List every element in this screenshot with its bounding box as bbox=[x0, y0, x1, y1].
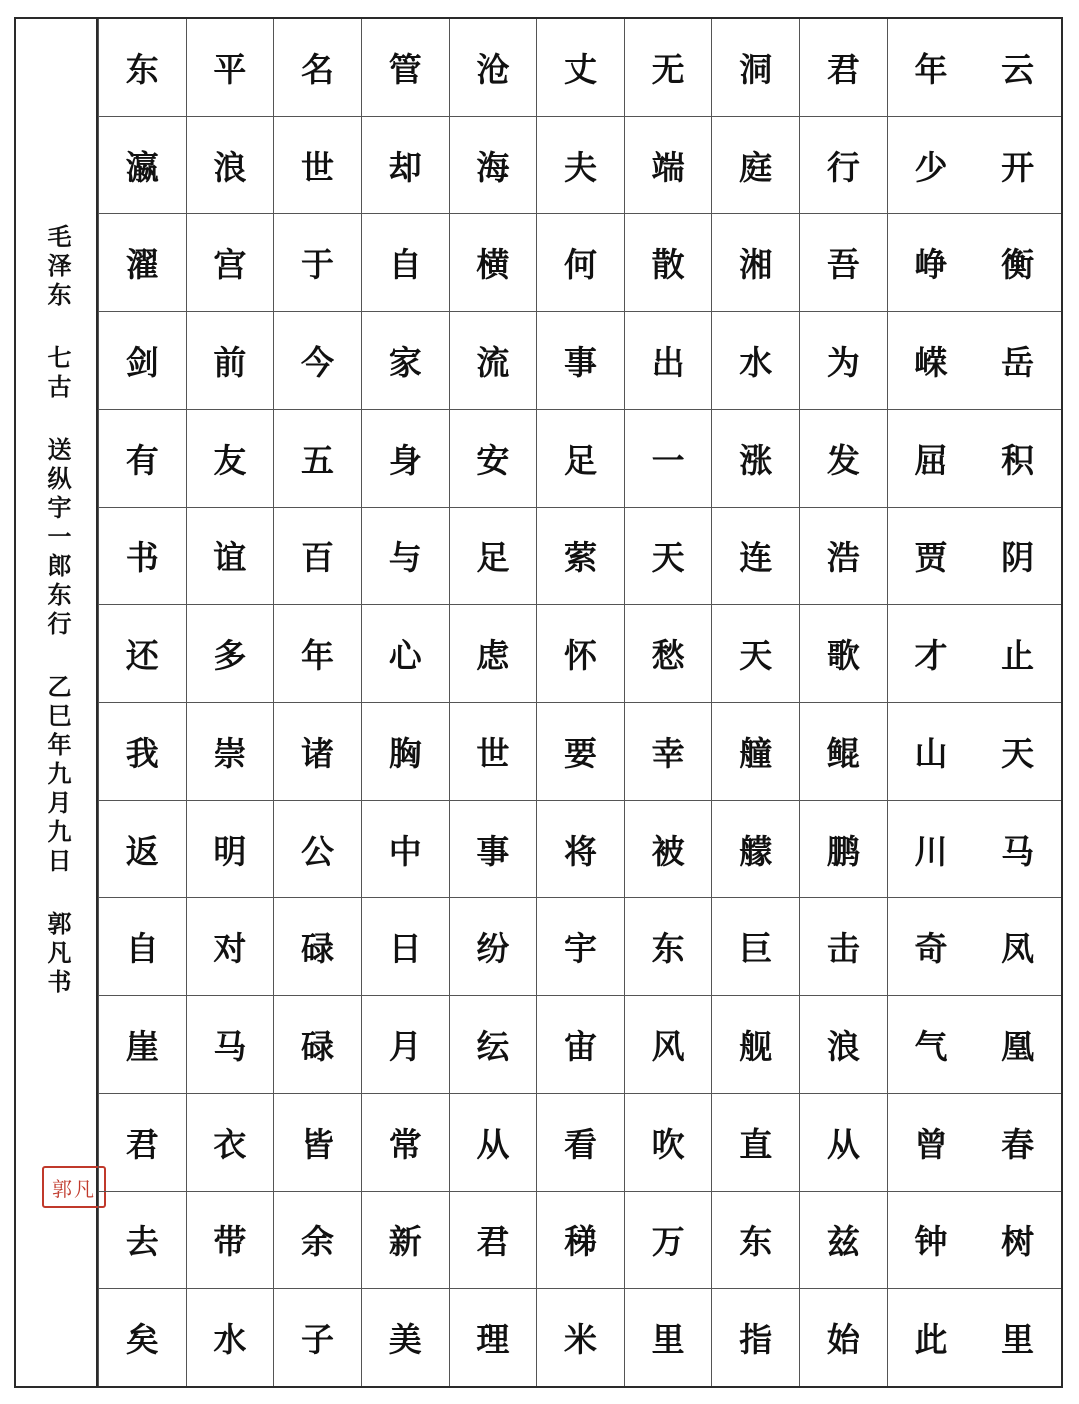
grid-cell: 年 bbox=[274, 604, 361, 702]
grid-cell: 君 bbox=[99, 1093, 186, 1191]
grid-cell: 自 bbox=[99, 897, 186, 995]
grid-column bbox=[711, 19, 799, 1386]
grid-column bbox=[536, 19, 624, 1386]
grid-cell: 气 bbox=[888, 995, 975, 1093]
grid-cell: 何 bbox=[537, 213, 624, 311]
grid-cell: 心 bbox=[362, 604, 449, 702]
red-seal bbox=[42, 1166, 106, 1208]
grid-cell: 天 bbox=[712, 604, 799, 702]
grid-cell: 端 bbox=[625, 116, 712, 214]
grid-cell: 发 bbox=[800, 409, 887, 507]
grid-cell: 我 bbox=[99, 702, 186, 800]
grid-cell: 理 bbox=[450, 1288, 537, 1386]
grid-column bbox=[273, 19, 361, 1386]
grid-cell: 涨 bbox=[712, 409, 799, 507]
grid-cell: 百 bbox=[274, 507, 361, 605]
grid-cell: 始 bbox=[800, 1288, 887, 1386]
grid-cell: 幸 bbox=[625, 702, 712, 800]
grid-cell: 行 bbox=[800, 116, 887, 214]
grid-cell: 钟 bbox=[888, 1191, 975, 1289]
grid-column bbox=[887, 19, 975, 1386]
grid-cell: 怀 bbox=[537, 604, 624, 702]
grid-cell: 风 bbox=[625, 995, 712, 1093]
grid-column bbox=[98, 19, 186, 1386]
grid-column bbox=[361, 19, 449, 1386]
grid-cell: 自 bbox=[362, 213, 449, 311]
grid-cell: 管 bbox=[388, 49, 422, 89]
grid-cell: 今 bbox=[274, 311, 361, 409]
grid-cell: 名 bbox=[301, 49, 335, 89]
grid-cell: 东 bbox=[712, 1191, 799, 1289]
grid-cell: 奇 bbox=[888, 897, 975, 995]
seal-text: 郭凡 bbox=[52, 1176, 96, 1201]
grid-cell: 夫 bbox=[537, 116, 624, 214]
grid-cell: 洞 bbox=[739, 49, 773, 89]
grid-cell: 云 bbox=[1001, 49, 1035, 89]
grid-cell: 从 bbox=[800, 1093, 887, 1191]
character-grid bbox=[98, 19, 1061, 1386]
grid-cell: 鲲 bbox=[800, 702, 887, 800]
grid-cell: 止 bbox=[974, 604, 1061, 702]
grid-cell: 水 bbox=[712, 311, 799, 409]
grid-cell: 美 bbox=[362, 1288, 449, 1386]
grid-cell: 舰 bbox=[712, 995, 799, 1093]
grid-cell: 中 bbox=[362, 800, 449, 898]
grid-cell: 万 bbox=[625, 1191, 712, 1289]
grid-cell: 纭 bbox=[450, 995, 537, 1093]
grid-cell: 春 bbox=[974, 1093, 1061, 1191]
grid-cell: 世 bbox=[274, 116, 361, 214]
grid-cell: 萦 bbox=[537, 507, 624, 605]
grid-cell: 沧 bbox=[476, 49, 510, 89]
grid-cell: 浩 bbox=[800, 507, 887, 605]
grid-cell: 崇 bbox=[187, 702, 274, 800]
grid-cell: 世 bbox=[450, 702, 537, 800]
grid-cell: 月 bbox=[362, 995, 449, 1093]
grid-cell: 为 bbox=[800, 311, 887, 409]
grid-cell: 崖 bbox=[99, 995, 186, 1093]
grid-cell: 贾 bbox=[888, 507, 975, 605]
grid-cell: 无 bbox=[651, 49, 685, 89]
grid-cell: 书 bbox=[99, 507, 186, 605]
grid-cell: 凰 bbox=[974, 995, 1061, 1093]
grid-cell: 从 bbox=[450, 1093, 537, 1191]
grid-cell: 瀛 bbox=[99, 116, 186, 214]
grid-cell: 事 bbox=[537, 311, 624, 409]
grid-cell: 散 bbox=[625, 213, 712, 311]
grid-cell: 马 bbox=[974, 800, 1061, 898]
grid-cell: 嵘 bbox=[888, 311, 975, 409]
grid-cell: 兹 bbox=[800, 1191, 887, 1289]
grid-cell: 东 bbox=[125, 49, 159, 89]
grid-cell: 诸 bbox=[274, 702, 361, 800]
grid-cell: 直 bbox=[712, 1093, 799, 1191]
grid-cell: 连 bbox=[712, 507, 799, 605]
grid-cell: 此 bbox=[888, 1288, 975, 1386]
grid-cell: 返 bbox=[99, 800, 186, 898]
grid-column bbox=[974, 19, 1061, 1386]
grid-cell: 丈 bbox=[563, 49, 597, 89]
grid-cell: 看 bbox=[537, 1093, 624, 1191]
grid-cell: 曾 bbox=[888, 1093, 975, 1191]
grid-cell: 平 bbox=[213, 49, 247, 89]
grid-column bbox=[186, 19, 274, 1386]
grid-cell: 凤 bbox=[974, 897, 1061, 995]
grid-cell: 新 bbox=[362, 1191, 449, 1289]
grid-cell: 岳 bbox=[974, 311, 1061, 409]
grid-cell: 浪 bbox=[800, 995, 887, 1093]
grid-cell: 事 bbox=[450, 800, 537, 898]
grid-cell: 君 bbox=[450, 1191, 537, 1289]
grid-cell: 吹 bbox=[625, 1093, 712, 1191]
grid-cell: 巨 bbox=[712, 897, 799, 995]
grid-cell: 海 bbox=[450, 116, 537, 214]
grid-cell: 要 bbox=[537, 702, 624, 800]
grid-cell: 积 bbox=[974, 409, 1061, 507]
grid-cell: 虑 bbox=[450, 604, 537, 702]
grid-cell: 东 bbox=[625, 897, 712, 995]
grid-cell: 米 bbox=[537, 1288, 624, 1386]
grid-cell: 子 bbox=[274, 1288, 361, 1386]
grid-cell: 屈 bbox=[888, 409, 975, 507]
grid-cell: 宫 bbox=[187, 213, 274, 311]
grid-cell: 才 bbox=[888, 604, 975, 702]
grid-cell: 去 bbox=[99, 1191, 186, 1289]
grid-cell: 碌 bbox=[274, 897, 361, 995]
grid-cell: 常 bbox=[362, 1093, 449, 1191]
grid-cell: 足 bbox=[450, 507, 537, 605]
grid-cell: 与 bbox=[362, 507, 449, 605]
grid-cell: 安 bbox=[450, 409, 537, 507]
grid-cell: 庭 bbox=[712, 116, 799, 214]
grid-cell: 日 bbox=[362, 897, 449, 995]
grid-cell: 山 bbox=[888, 702, 975, 800]
grid-cell: 宇 bbox=[537, 897, 624, 995]
grid-cell: 濯 bbox=[99, 213, 186, 311]
grid-cell: 衡 bbox=[974, 213, 1061, 311]
grid-cell: 余 bbox=[274, 1191, 361, 1289]
grid-cell: 艨 bbox=[712, 800, 799, 898]
grid-cell: 年 bbox=[914, 49, 948, 89]
grid-cell: 里 bbox=[625, 1288, 712, 1386]
inscription-column bbox=[16, 19, 98, 1386]
grid-cell: 带 bbox=[187, 1191, 274, 1289]
grid-cell: 流 bbox=[450, 311, 537, 409]
grid-cell: 吾 bbox=[800, 213, 887, 311]
grid-cell: 峥 bbox=[888, 213, 975, 311]
grid-cell: 多 bbox=[187, 604, 274, 702]
grid-cell: 五 bbox=[274, 409, 361, 507]
grid-cell: 纷 bbox=[450, 897, 537, 995]
grid-cell: 有 bbox=[99, 409, 186, 507]
grid-cell: 胸 bbox=[362, 702, 449, 800]
grid-column bbox=[624, 19, 712, 1386]
grid-cell: 树 bbox=[974, 1191, 1061, 1289]
grid-cell: 歌 bbox=[800, 604, 887, 702]
inscription-text: 毛泽东 七古 送纵宇一郎东行 乙巳年九月九日 郭凡书 bbox=[43, 224, 72, 998]
grid-cell: 艟 bbox=[712, 702, 799, 800]
grid-cell: 却 bbox=[362, 116, 449, 214]
grid-cell: 矣 bbox=[99, 1288, 186, 1386]
grid-cell: 剑 bbox=[99, 311, 186, 409]
grid-cell: 明 bbox=[187, 800, 274, 898]
grid-cell: 家 bbox=[362, 311, 449, 409]
grid-column bbox=[449, 19, 537, 1386]
grid-cell: 对 bbox=[187, 897, 274, 995]
grid-cell: 皆 bbox=[274, 1093, 361, 1191]
grid-cell: 川 bbox=[888, 800, 975, 898]
grid-cell: 少 bbox=[888, 116, 975, 214]
grid-cell: 马 bbox=[187, 995, 274, 1093]
grid-cell: 将 bbox=[537, 800, 624, 898]
grid-cell: 碌 bbox=[274, 995, 361, 1093]
grid-column bbox=[799, 19, 887, 1386]
grid-cell: 天 bbox=[974, 702, 1061, 800]
grid-cell: 前 bbox=[187, 311, 274, 409]
grid-cell: 指 bbox=[712, 1288, 799, 1386]
grid-cell: 身 bbox=[362, 409, 449, 507]
grid-cell: 湘 bbox=[712, 213, 799, 311]
grid-cell: 浪 bbox=[187, 116, 274, 214]
grid-cell: 还 bbox=[99, 604, 186, 702]
grid-cell: 于 bbox=[274, 213, 361, 311]
grid-cell: 衣 bbox=[187, 1093, 274, 1191]
grid-cell: 足 bbox=[537, 409, 624, 507]
grid-cell: 鹏 bbox=[800, 800, 887, 898]
grid-cell: 公 bbox=[274, 800, 361, 898]
grid-cell: 谊 bbox=[187, 507, 274, 605]
grid-cell: 君 bbox=[826, 49, 860, 89]
grid-cell: 出 bbox=[625, 311, 712, 409]
grid-cell: 水 bbox=[187, 1288, 274, 1386]
grid-cell: 愁 bbox=[625, 604, 712, 702]
grid-cell: 宙 bbox=[537, 995, 624, 1093]
grid-cell: 友 bbox=[187, 409, 274, 507]
grid-cell: 稊 bbox=[537, 1191, 624, 1289]
grid-cell: 阴 bbox=[974, 507, 1061, 605]
grid-cell: 天 bbox=[625, 507, 712, 605]
grid-cell: 击 bbox=[800, 897, 887, 995]
grid-cell: 里 bbox=[974, 1288, 1061, 1386]
grid-cell: 开 bbox=[974, 116, 1061, 214]
grid-cell: 一 bbox=[625, 409, 712, 507]
grid-cell: 被 bbox=[625, 800, 712, 898]
grid-cell: 横 bbox=[450, 213, 537, 311]
